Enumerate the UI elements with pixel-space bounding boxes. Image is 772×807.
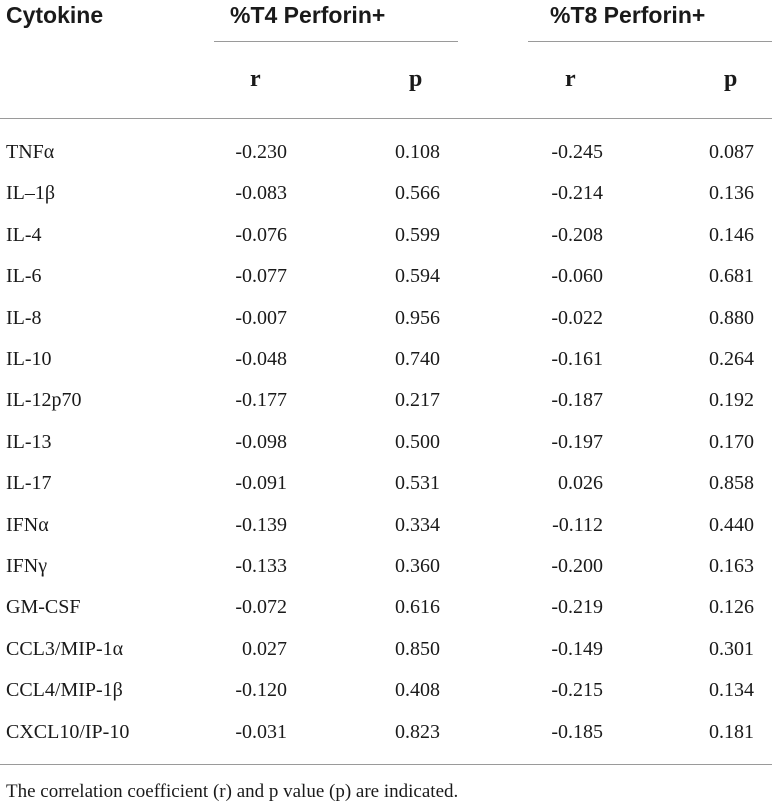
cytokine-name: IL-6: [6, 265, 42, 288]
cytokine-name: IFNα: [6, 513, 49, 536]
t4-r-value: -0.072: [235, 596, 287, 619]
t8-r-value: -0.219: [551, 596, 603, 619]
t4-p-value: 0.616: [395, 596, 440, 619]
t4-p-value: 0.566: [395, 182, 440, 205]
t8-r-value: -0.200: [551, 555, 603, 577]
header-t8-r: r: [565, 66, 576, 92]
t8-r-value: -0.214: [551, 182, 603, 205]
header-cytokine: Cytokine: [6, 2, 104, 28]
t4-r-value: -0.230: [235, 141, 287, 163]
table-row: [0, 250, 772, 291]
t4-p-value: 0.217: [395, 389, 440, 412]
t4-r-value: -0.048: [235, 348, 287, 370]
t4-p-value: 0.740: [395, 348, 440, 370]
t8-r-value: -0.022: [551, 306, 603, 329]
t4-r-value: -0.076: [235, 223, 287, 246]
t8-r-value: -0.215: [551, 679, 603, 702]
table-row: [0, 457, 772, 498]
t4-p-value: 0.531: [395, 472, 440, 495]
t8-p-value: 0.264: [709, 348, 754, 370]
t8-p-value: 0.181: [709, 720, 754, 743]
t8-r-value: -0.187: [551, 389, 603, 412]
cytokine-name: CXCL10/IP-10: [6, 720, 130, 743]
t4-p-value: 0.108: [395, 141, 440, 163]
t8-r-value: -0.208: [551, 223, 603, 246]
header-t8-perforin: %T8 Perforin+: [550, 2, 706, 28]
cytokine-name: IFNγ: [6, 555, 48, 577]
t8-r-value: -0.060: [551, 265, 603, 288]
t4-p-value: 0.500: [395, 430, 440, 453]
t4-r-value: 0.027: [242, 637, 287, 660]
t8-p-value: 0.192: [709, 389, 754, 412]
header-t8-p: p: [724, 66, 738, 92]
cytokine-name: IL-17: [6, 472, 52, 495]
header-bottom-rule: [0, 118, 772, 119]
table-row: [0, 374, 772, 415]
t8-p-value: 0.858: [709, 472, 754, 495]
t4-p-value: 0.850: [395, 637, 440, 660]
cytokine-name: IL-12p70: [6, 389, 82, 412]
t8-p-value: 0.163: [709, 555, 754, 577]
cytokine-name: IL-13: [6, 430, 52, 453]
cytokine-name: TNFα: [6, 141, 55, 163]
cytokine-name: IL–1β: [6, 182, 56, 205]
t4-p-value: 0.599: [395, 223, 440, 246]
t8-p-value: 0.134: [709, 679, 754, 702]
t4-r-value: -0.091: [235, 472, 287, 495]
t8-p-value: 0.301: [709, 637, 754, 660]
table-row: [0, 126, 772, 167]
t8-p-value: 0.146: [709, 223, 754, 246]
table-row: [0, 292, 772, 333]
t4-group-rule: [214, 41, 458, 42]
t4-p-value: 0.408: [395, 679, 440, 702]
t8-group-rule: [528, 41, 772, 42]
t4-r-value: -0.120: [235, 679, 287, 702]
t8-p-value: 0.880: [709, 306, 754, 329]
t4-r-value: -0.177: [235, 389, 287, 412]
table-row: [0, 209, 772, 250]
t4-r-value: -0.133: [235, 555, 287, 577]
cytokine-name: CCL4/MIP-1β: [6, 679, 123, 702]
t8-p-value: 0.681: [709, 265, 754, 288]
table-row: [0, 706, 772, 747]
table-row: [0, 623, 772, 664]
table-row: [0, 540, 772, 581]
t4-r-value: -0.077: [235, 265, 287, 288]
t4-r-value: -0.083: [235, 182, 287, 205]
table-bottom-rule: [0, 764, 772, 765]
t4-p-value: 0.594: [395, 265, 440, 288]
table-row: [0, 167, 772, 208]
t8-p-value: 0.136: [709, 182, 754, 205]
t4-p-value: 0.360: [395, 555, 440, 577]
t8-p-value: 0.440: [709, 513, 754, 536]
t4-p-value: 0.956: [395, 306, 440, 329]
t8-r-value: -0.197: [551, 430, 603, 453]
header-t4-r: r: [250, 66, 261, 92]
t4-r-value: -0.098: [235, 430, 287, 453]
t8-p-value: 0.126: [709, 596, 754, 619]
t4-r-value: -0.139: [235, 513, 287, 536]
t8-r-value: -0.185: [551, 720, 603, 743]
t8-p-value: 0.170: [709, 430, 754, 453]
t4-r-value: -0.031: [235, 720, 287, 743]
t4-p-value: 0.823: [395, 720, 440, 743]
t4-r-value: -0.007: [235, 306, 287, 329]
t8-r-value: -0.161: [551, 348, 603, 370]
cytokine-name: IL-10: [6, 348, 52, 370]
table-row: [0, 333, 772, 374]
t8-p-value: 0.087: [709, 141, 754, 163]
t8-r-value: -0.112: [552, 513, 603, 536]
cytokine-name: IL-8: [6, 306, 42, 329]
cytokine-name: IL-4: [6, 223, 42, 246]
table-footnote: The correlation coefficient (r) and p value (p) are indicated.: [6, 781, 459, 802]
table-row: [0, 581, 772, 622]
header-t4-p: p: [409, 66, 423, 92]
header-t4-perforin: %T4 Perforin+: [230, 2, 386, 28]
t8-r-value: -0.245: [551, 141, 603, 163]
table-row: [0, 416, 772, 457]
cytokine-name: GM-CSF: [6, 596, 81, 619]
t4-p-value: 0.334: [395, 513, 440, 536]
table-row: [0, 499, 772, 540]
t8-r-value: 0.026: [558, 472, 603, 495]
cytokine-name: CCL3/MIP-1α: [6, 637, 124, 660]
t8-r-value: -0.149: [551, 637, 603, 660]
table-row: [0, 664, 772, 705]
